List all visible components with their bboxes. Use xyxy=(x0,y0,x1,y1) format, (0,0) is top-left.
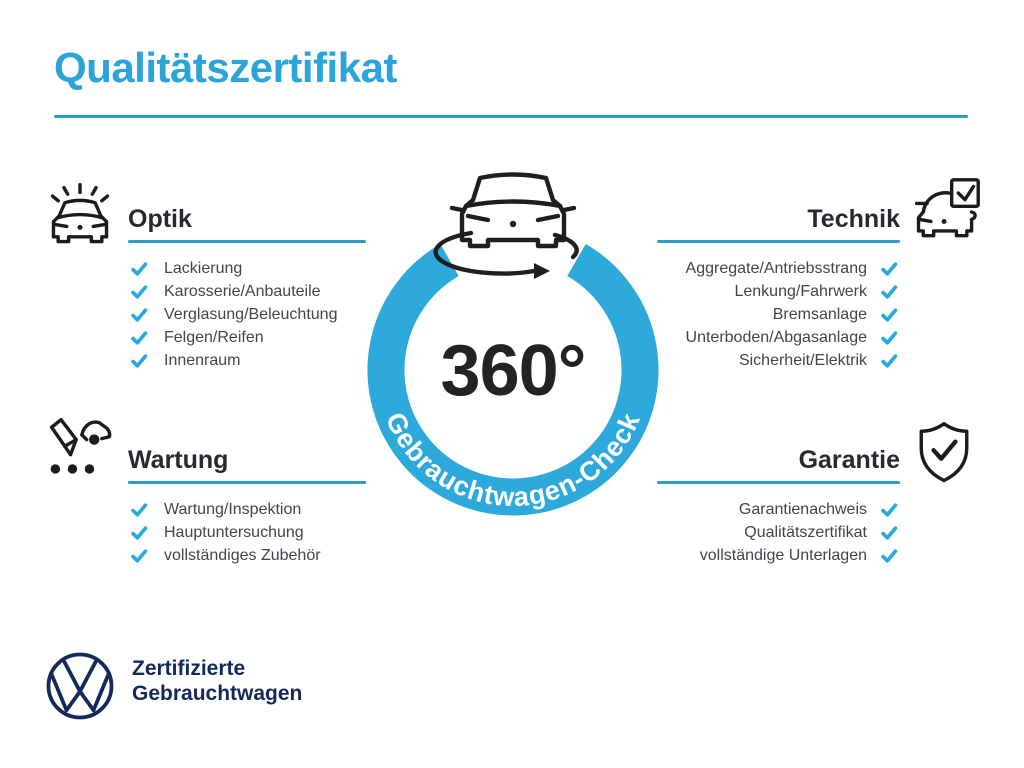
car-checkbox-icon xyxy=(910,176,982,248)
footer-label-line2: Gebrauchtwagen xyxy=(132,682,303,705)
checklist-item: Wartung/Inspektion xyxy=(128,498,388,521)
checklist-item: Sicherheit/Elektrik xyxy=(640,349,900,372)
check-icon xyxy=(881,549,898,563)
ring-label: Gebrauchtwagen-Check xyxy=(379,407,647,513)
check-icon xyxy=(881,503,898,517)
section-underline xyxy=(657,481,900,484)
checklist-item: Bremsanlage xyxy=(640,303,900,326)
checklist-item: vollständiges Zubehör xyxy=(128,544,388,567)
checklist-item: Verglasung/Beleuchtung xyxy=(128,303,388,326)
checklist-item: Lackierung xyxy=(128,257,388,280)
vw-logo xyxy=(44,650,116,722)
section-heading-wartung: Wartung xyxy=(128,446,229,474)
title-divider xyxy=(54,115,968,118)
shield-check-icon xyxy=(908,418,980,490)
check-icon xyxy=(131,354,148,368)
check-icon xyxy=(131,526,148,540)
check-icon xyxy=(881,526,898,540)
car-360-rotation-icon xyxy=(436,175,577,280)
check-icon xyxy=(881,308,898,322)
page-title: Qualitätszertifikat xyxy=(54,44,397,91)
section-heading-garantie: Garantie xyxy=(798,446,900,474)
section-underline xyxy=(128,240,366,243)
check-icon xyxy=(131,503,148,517)
check-icon xyxy=(881,331,898,345)
svg-text:Gebrauchtwagen-Check xyxy=(380,408,646,513)
check-icon xyxy=(881,354,898,368)
check-icon xyxy=(881,285,898,299)
checklist-item: Lenkung/Fahrwerk xyxy=(640,280,900,303)
checklist-item: Karosserie/Anbauteile xyxy=(128,280,388,303)
section-underline xyxy=(128,481,366,484)
section-heading-technik: Technik xyxy=(807,205,900,233)
checklist-item: vollständige Unterlagen xyxy=(640,544,900,567)
section-heading-optik: Optik xyxy=(128,205,192,233)
check-icon xyxy=(881,262,898,276)
checklist-item: Felgen/Reifen xyxy=(128,326,388,349)
checklist-item: Hauptuntersuchung xyxy=(128,521,388,544)
checklist-item: Aggregate/Antriebsstrang xyxy=(640,257,900,280)
sparkling-car-icon xyxy=(44,180,116,252)
footer-label xyxy=(132,656,302,706)
check-icon xyxy=(131,308,148,322)
pencil-checklist-car-icon xyxy=(44,414,116,486)
degree-label: 360° xyxy=(440,331,586,411)
check-icon xyxy=(131,331,148,345)
section-underline xyxy=(657,240,900,243)
footer-label-line1: Zertifizierte xyxy=(132,657,246,680)
check-icon xyxy=(131,285,148,299)
check-icon xyxy=(131,262,148,276)
checklist-item: Qualitätszertifikat xyxy=(640,521,900,544)
checklist-item: Unterboden/Abgasanlage xyxy=(640,326,900,349)
360-check-graphic xyxy=(340,148,686,548)
check-icon xyxy=(131,549,148,563)
checklist-item: Innenraum xyxy=(128,349,388,372)
checklist-item: Garantienachweis xyxy=(640,498,900,521)
